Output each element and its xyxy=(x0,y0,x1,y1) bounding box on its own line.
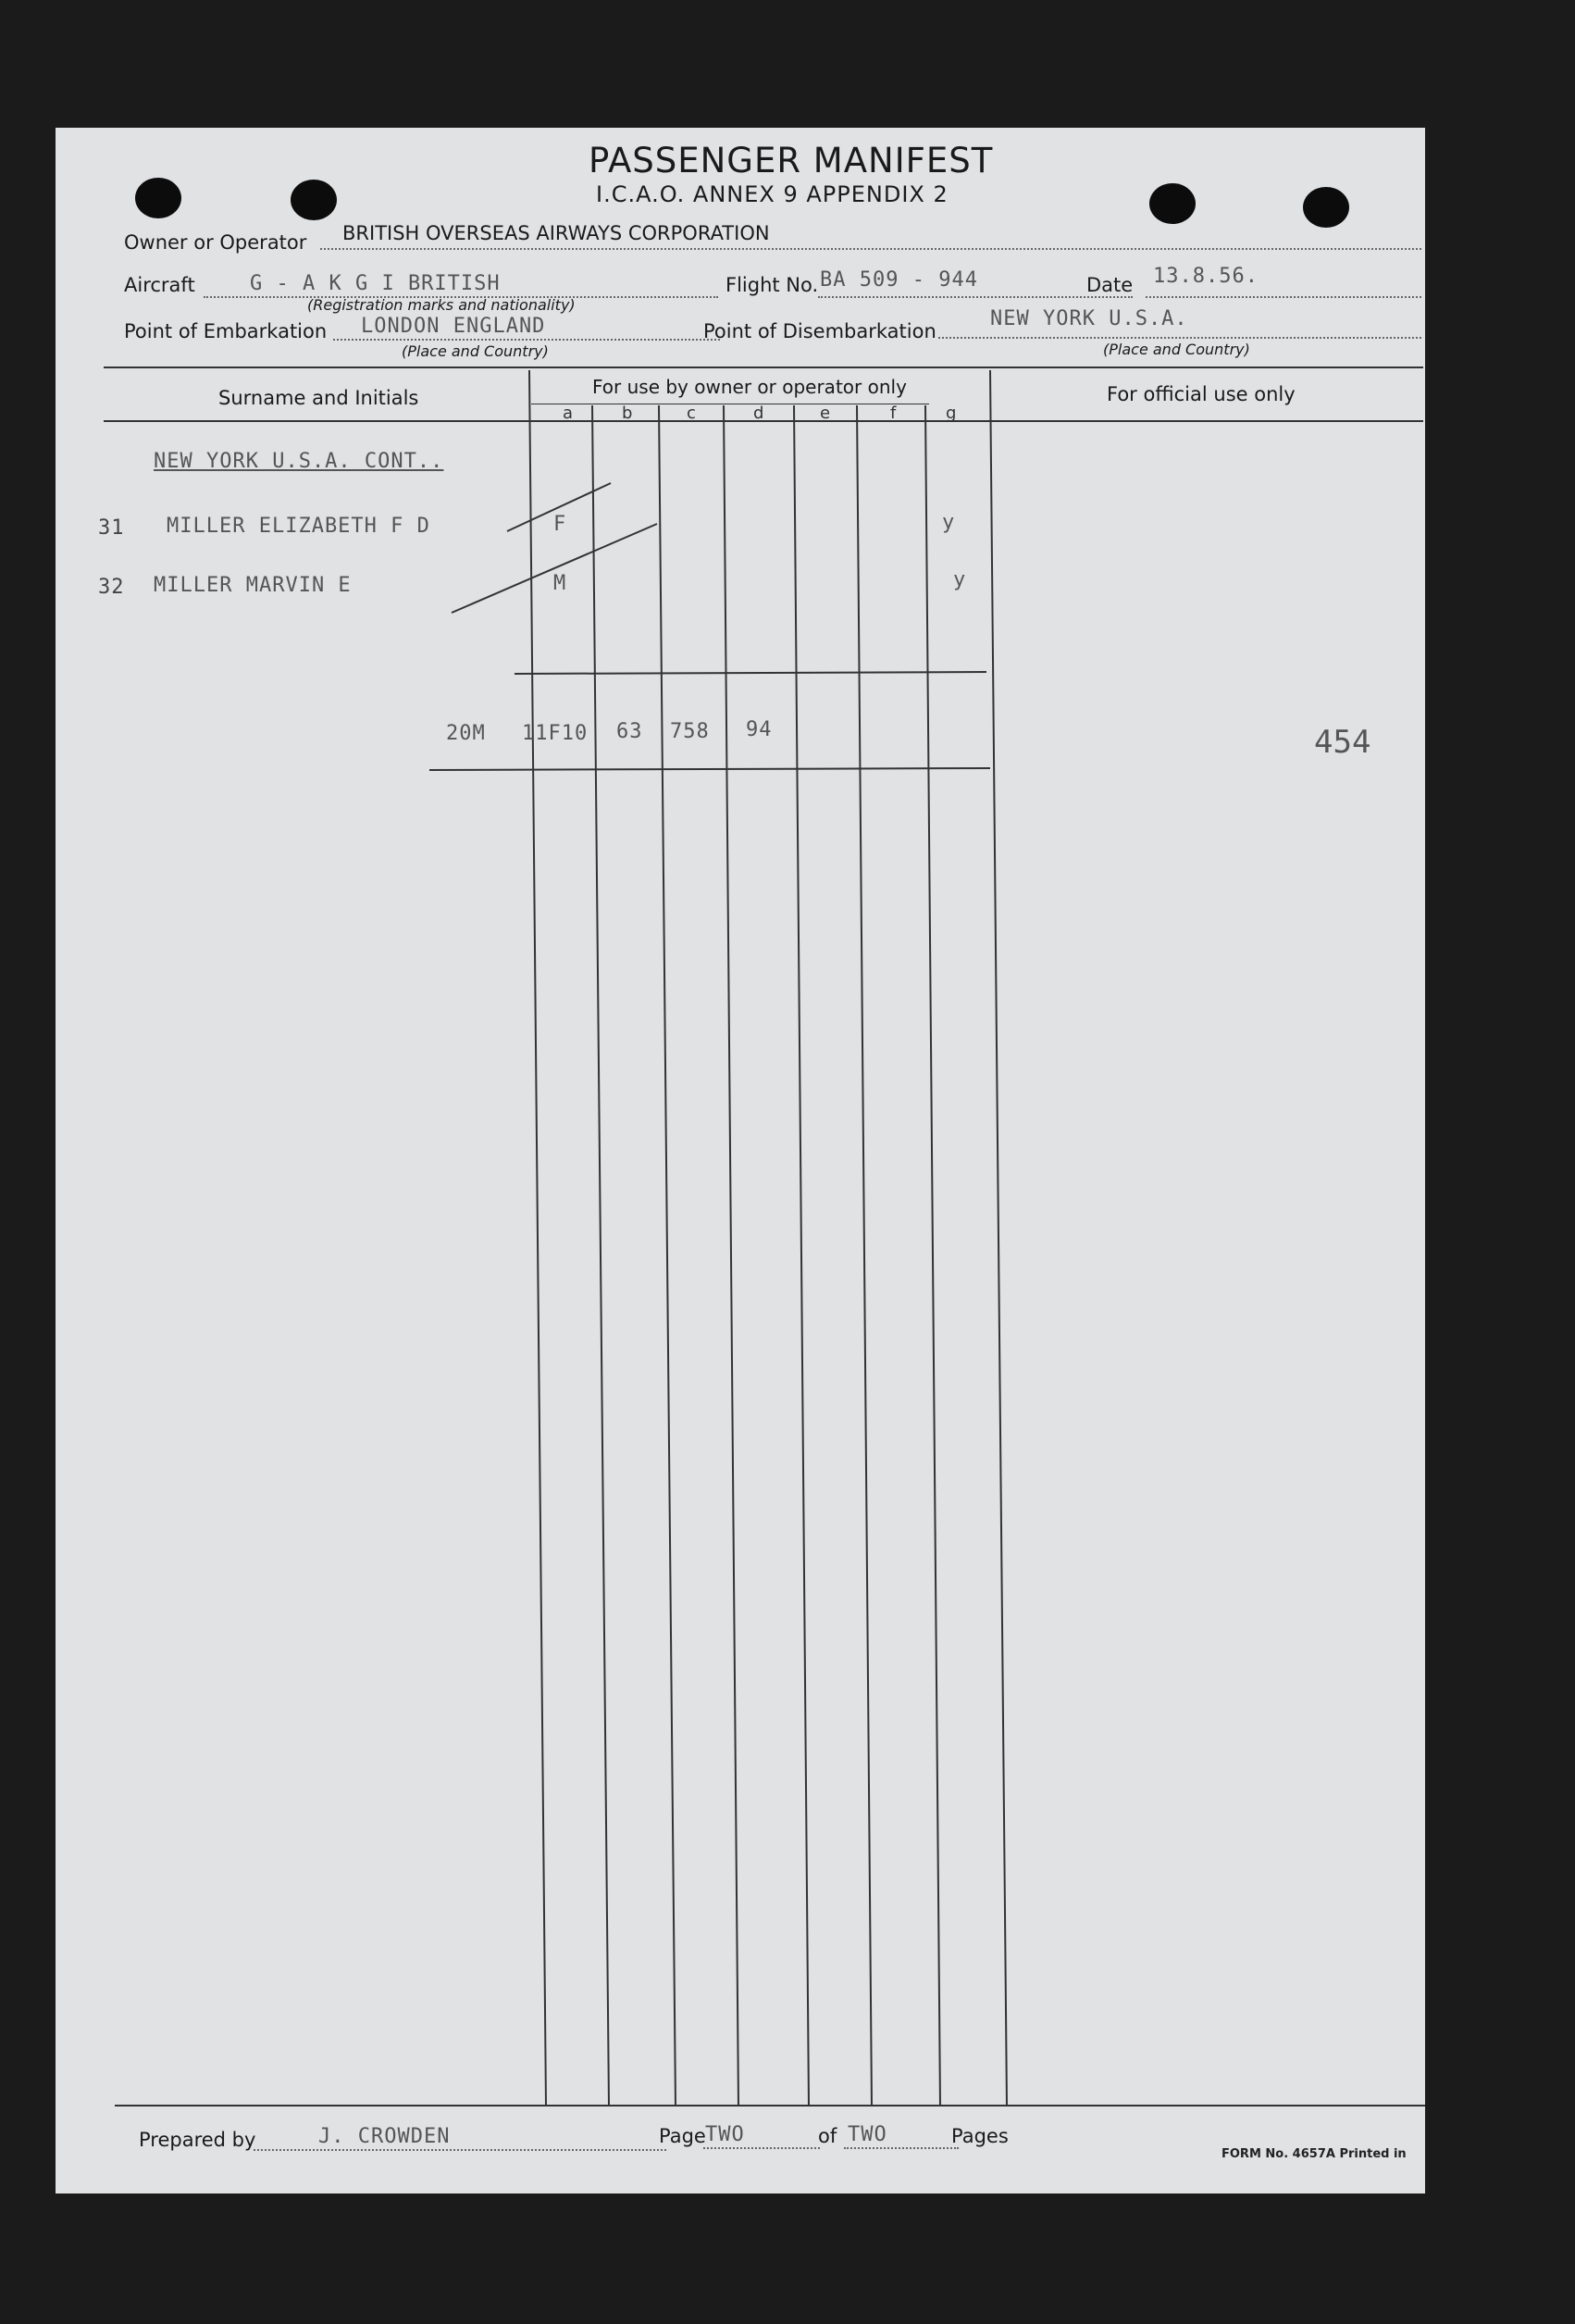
owner-use-header: For use by owner or operator only xyxy=(592,376,907,398)
page-value: TWO xyxy=(705,2123,745,2146)
column-letter-g: g xyxy=(946,404,957,423)
page-label: Page xyxy=(659,2125,706,2147)
passenger-col-g: y xyxy=(942,511,956,534)
totals-label: 20M xyxy=(446,722,486,745)
aircraft-note: (Registration marks and nationality) xyxy=(307,296,576,314)
totals-col-a: 11F10 xyxy=(522,722,589,745)
manifest-sheet xyxy=(56,128,1425,2194)
date-label: Date xyxy=(1086,274,1134,296)
passenger-name: MILLER ELIZABETH F D xyxy=(167,515,430,538)
page-subtitle: I.C.A.O. ANNEX 9 APPENDIX 2 xyxy=(596,181,949,207)
column-rules xyxy=(56,128,1425,2194)
continuation-label: NEW YORK U.S.A. CONT.. xyxy=(154,450,444,473)
footer-rule xyxy=(115,2105,1425,2107)
disembarkation-value: NEW YORK U.S.A. xyxy=(990,307,1188,330)
column-letter-a: a xyxy=(563,404,574,423)
official-use-header: For official use only xyxy=(1107,383,1296,405)
of-value: TWO xyxy=(848,2123,887,2146)
embarkation-value: LONDON ENGLAND xyxy=(361,315,546,338)
passenger-col-a: F xyxy=(553,513,567,536)
surname-header: Surname and Initials xyxy=(218,387,419,409)
prepared-by-label: Prepared by xyxy=(139,2129,256,2151)
pages-label: Pages xyxy=(951,2125,1009,2147)
embarkation-note: (Place and Country) xyxy=(402,342,549,360)
flight-value: BA 509 - 944 xyxy=(820,268,978,292)
column-letter-b: b xyxy=(622,404,633,423)
prepared-by-value: J. CROWDEN xyxy=(318,2125,451,2148)
row-number: 32 xyxy=(98,576,125,599)
column-letter-f: f xyxy=(890,404,897,423)
column-letter-d: d xyxy=(753,404,764,423)
owner-value: BRITISH OVERSEAS AIRWAYS CORPORATION xyxy=(342,222,770,244)
page-title: PASSENGER MANIFEST xyxy=(589,141,994,180)
form-number: FORM No. 4657A Printed in xyxy=(1222,2147,1407,2161)
prepared-by-dotted-line xyxy=(254,2149,666,2151)
disembarkation-note: (Place and Country) xyxy=(1103,341,1250,358)
owner-label: Owner or Operator xyxy=(124,231,307,254)
column-letter-e: e xyxy=(820,404,831,423)
passenger-col-a: M xyxy=(553,572,567,595)
column-letter-c: c xyxy=(687,404,696,423)
totals-col-d: 94 xyxy=(746,718,773,741)
disembarkation-label: Point of Disembarkation xyxy=(703,320,936,342)
passenger-name: MILLER MARVIN E xyxy=(154,574,352,597)
row-number: 31 xyxy=(98,516,125,540)
of-label: of xyxy=(818,2125,837,2147)
totals-col-b: 63 xyxy=(616,720,643,743)
date-value: 13.8.56. xyxy=(1153,265,1259,288)
totals-col-c: 758 xyxy=(670,720,710,743)
page-dotted-line xyxy=(703,2147,820,2149)
flight-label: Flight No. xyxy=(725,274,819,296)
passenger-col-g: y xyxy=(953,568,967,591)
of-dotted-line xyxy=(844,2147,959,2149)
embarkation-label: Point of Embarkation xyxy=(124,320,328,342)
official-mark: 454 xyxy=(1314,724,1371,761)
aircraft-label: Aircraft xyxy=(124,274,195,296)
aircraft-value: G - A K G I BRITISH xyxy=(250,272,501,295)
